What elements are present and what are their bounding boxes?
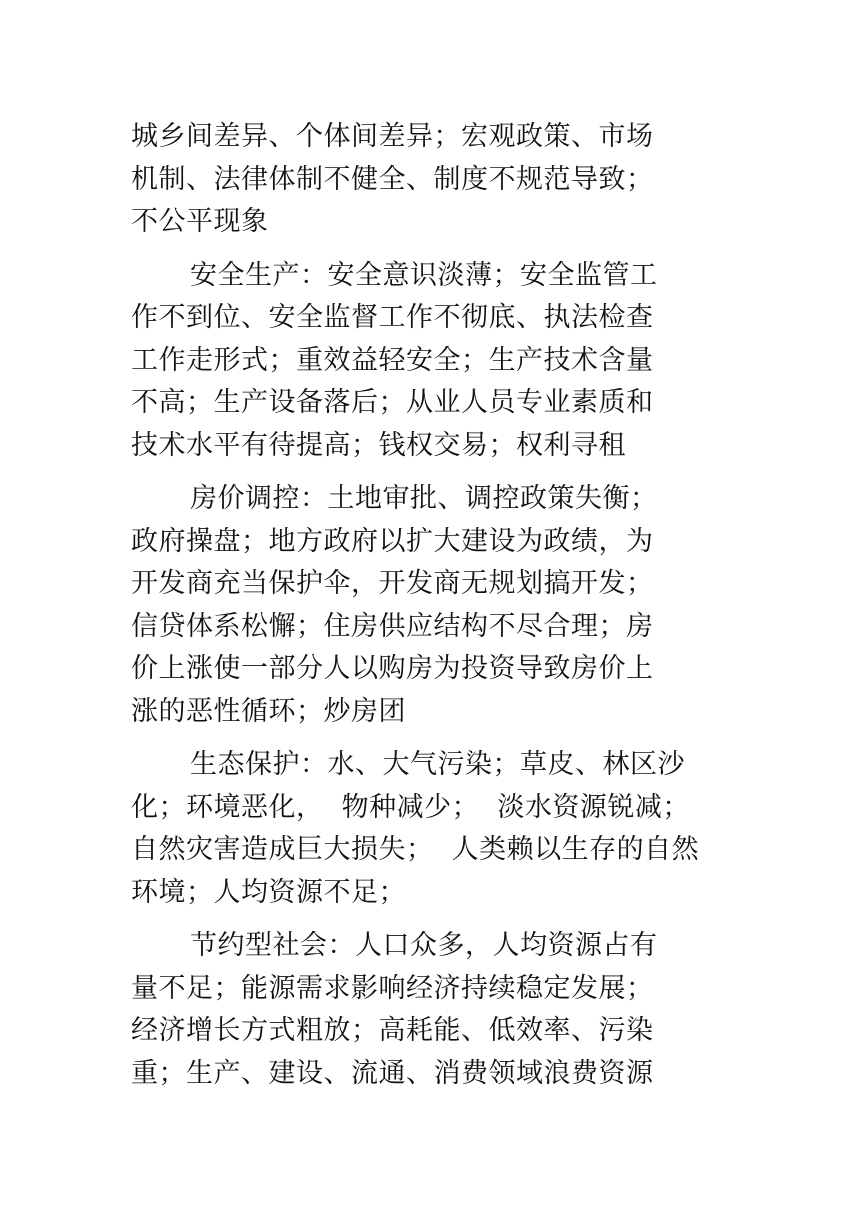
text-line: 技术水平有待提高；钱权交易；权利寻租: [131, 430, 626, 461]
text-line: 化；环境恶化， 物种减少； 淡水资源锐减；: [131, 792, 690, 823]
text-line: 生态保护：水、大气污染；草皮、林区沙: [190, 749, 685, 780]
text-line: 作不到位、安全监督工作不彻底、执法检查: [131, 302, 654, 333]
text-line: 开发商充当保护伞，开发商无规划搞开发；: [131, 568, 654, 599]
text-line: 机制、法律体制不健全、制度不规范导致；: [131, 164, 654, 195]
text-line: 信贷体系松懈；住房供应结构不尽合理；房: [131, 611, 654, 642]
text-line: 涨的恶性循环；炒房团: [131, 696, 406, 727]
text-line: 工作走形式；重效益轻安全；生产技术含量: [131, 345, 654, 376]
text-line: 政府操盘；地方政府以扩大建设为政绩，为: [131, 526, 654, 557]
text-line: 不公平现象: [131, 206, 269, 237]
text-line: 自然灾害造成巨大损失； 人类赖以生存的自然: [131, 834, 700, 865]
text-line: 房价调控：土地审批、调控政策失衡；: [190, 483, 658, 514]
text-line: 量不足；能源需求影响经济持续稳定发展；: [131, 973, 654, 1004]
text-line: 价上涨使一部分人以购房为投资导致房价上: [131, 653, 654, 684]
text-line: 不高；生产设备落后；从业人员专业素质和: [131, 387, 654, 418]
text-line: 城乡间差异、个体间差异；宏观政策、市场: [131, 121, 654, 152]
text-line: 安全生产：安全意识淡薄；安全监管工: [190, 260, 658, 291]
text-line: 节约型社会：人口众多，人均资源占有: [190, 930, 658, 961]
text-line: 经济增长方式粗放；高耗能、低效率、污染: [131, 1015, 654, 1046]
text-line: 重；生产、建设、流通、消费领域浪费资源: [131, 1058, 654, 1089]
text-line: 环境；人均资源不足；: [131, 877, 406, 908]
